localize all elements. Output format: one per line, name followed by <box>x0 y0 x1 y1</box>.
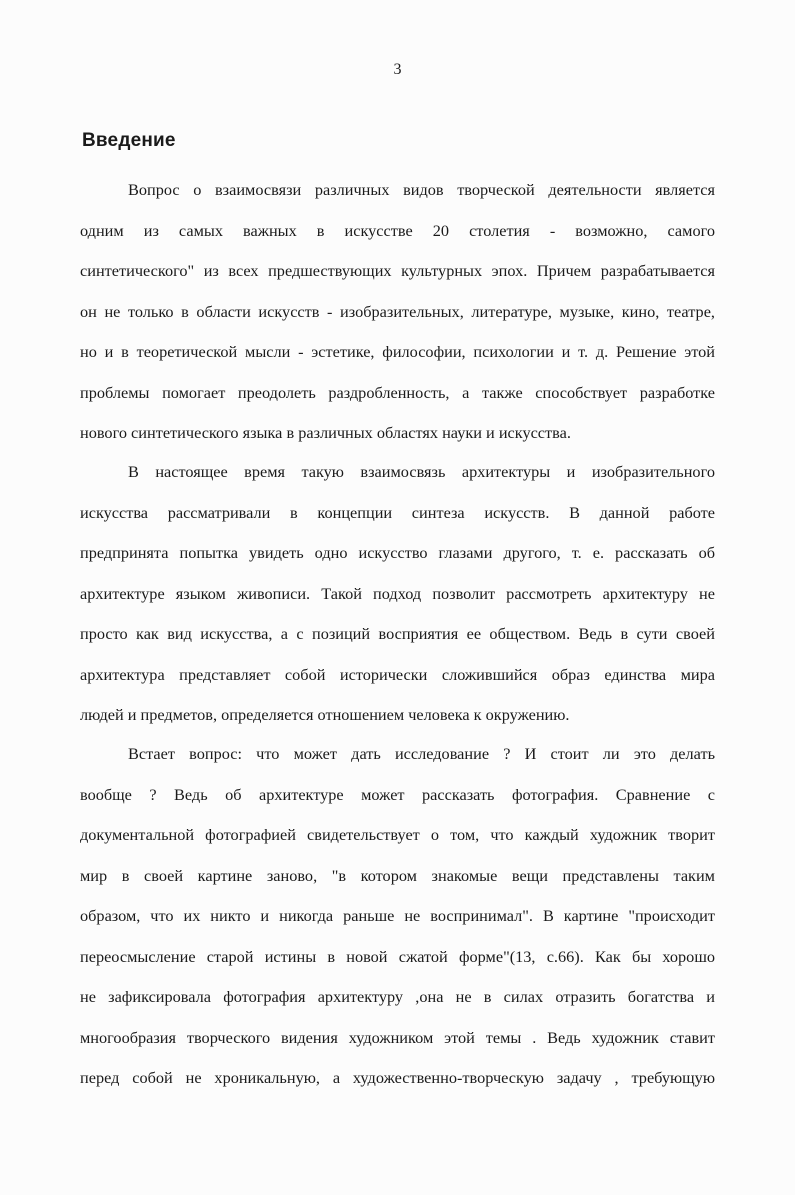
paragraph-line: просто как вид искусства, а с позиций восприятия ее обществом. Ведь в сути своей <box>80 624 715 643</box>
paragraph-line: он не только в области искусств - изобразительных, литературе, музыке, кино, театре, <box>80 301 715 321</box>
paragraph-1 <box>80 170 715 454</box>
paragraph-2 <box>80 452 715 736</box>
paragraph-line: предпринята попытка увидеть одно искусство глазами другого, т. е. рассказать об <box>80 543 715 562</box>
paragraph-line: архитектура представляет собой исторически сложившийся образ единства мира <box>80 664 715 684</box>
paragraph-line: многообразия творческого видения художником этой темы . Ведь художник ставит <box>80 1027 715 1047</box>
paragraph-line: проблемы помогает преодолеть раздробленность, а также способствует разработке <box>80 382 715 402</box>
paragraph-line: одним из самых важных в искусстве 20 столетия - возможно, самого <box>80 220 715 240</box>
paragraph-line: но и в теоретической мысли - эстетике, философии, психологии и т. д. Решение этой <box>80 342 715 361</box>
paragraph-line: переосмысление старой истины в новой сжатой форме"(13, с.66). Как бы хорошо <box>80 946 715 966</box>
paragraph-line: перед собой не хроникальную, а художественно-творческую задачу , требующую <box>80 1068 715 1087</box>
page-number: 3 <box>393 61 402 78</box>
paragraph-line: синтетического" из всех предшествующих культурных эпох. Причем разрабатывается <box>80 261 715 280</box>
paragraph-line: не зафиксировала фотография архитектуру ,она не в силах отразить богатства и <box>80 987 715 1006</box>
paragraph-line: мир в своей картине заново, "в котором знакомые вещи представлены таким <box>80 865 715 885</box>
section-heading: Введение <box>82 130 176 151</box>
paragraph-line: Вопрос о взаимосвязи различных видов творческой деятельности является <box>128 180 715 199</box>
paragraph-line: людей и предметов, определяется отношением человека к окружению. <box>80 705 570 724</box>
paragraph-line: искусства рассматривали в концепции синтеза искусств. В данной работе <box>80 502 715 522</box>
paragraph-line: нового синтетического языка в различных областях науки и искусства. <box>80 423 571 442</box>
paragraph-line: В настоящее время такую взаимосвязь архитектуры и изобразительного <box>128 462 715 481</box>
paragraph-3 <box>80 734 715 1099</box>
paragraph-line: документальной фотографией свидетельствует о том, что каждый художник творит <box>80 825 715 844</box>
paragraph-line: архитектуре языком живописи. Такой подход позволит рассмотреть архитектуру не <box>80 583 715 603</box>
paragraph-line: Встает вопрос: что может дать исследование ? И стоит ли это делать <box>128 744 715 763</box>
paragraph-line: образом, что их никто и никогда раньше не воспринимал". В картине "происходит <box>80 906 715 925</box>
paragraph-line: вообще ? Ведь об архитектуре может рассказать фотография. Сравнение с <box>80 784 715 804</box>
